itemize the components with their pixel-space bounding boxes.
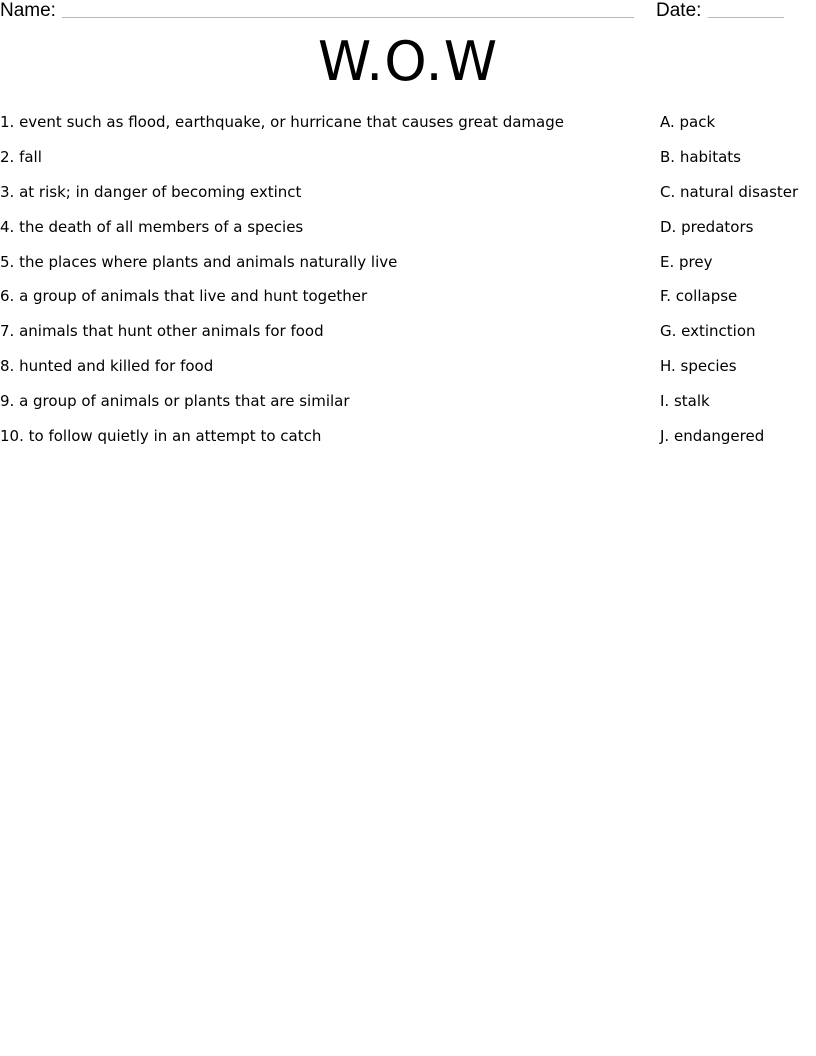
clue-text: 1. event such as flood, earthquake, or hurricane that causes great damage [0, 113, 564, 131]
clue-text: 10. to follow quietly in an attempt to catch [0, 427, 322, 446]
worksheet-title: W.O.W [317, 30, 499, 93]
date-label: Date: [656, 0, 702, 21]
clue-text: 7. animals that hunt other animals for food [0, 322, 324, 341]
answer-option: J. endangered [660, 427, 765, 446]
answer-option: D. predators [660, 217, 754, 236]
matching-row [0, 426, 816, 461]
answer-option: B. habitats [660, 147, 741, 166]
matching-row [0, 182, 816, 217]
matching-row [0, 147, 816, 182]
matching-row [0, 356, 816, 391]
answer-option: G. extinction [660, 322, 756, 341]
name-label: Name: [0, 0, 56, 21]
clue-text: 8. hunted and killed for food [0, 357, 214, 376]
matching-row [0, 321, 816, 356]
matching-row [0, 112, 816, 147]
matching-row [0, 217, 816, 252]
matching-row [0, 391, 816, 426]
matching-list [0, 112, 816, 461]
clue-text: 2. fall [0, 147, 42, 166]
clue-text: 6. a group of animals that live and hunt together [0, 287, 368, 306]
clue-text: 4. the death of all members of a species [0, 217, 304, 236]
answer-option: F. collapse [660, 287, 738, 306]
answer-option: C. natural disaster [660, 182, 799, 201]
worksheet-header [0, 0, 816, 24]
clue-text: 9. a group of animals or plants that are similar [0, 392, 350, 411]
answer-option: A. pack [660, 113, 716, 131]
date-blank-line [708, 17, 784, 18]
matching-row [0, 252, 816, 287]
answer-option: I. stalk [660, 392, 710, 411]
answer-option: H. species [660, 357, 737, 376]
clue-text: 3. at risk; in danger of becoming extinct [0, 182, 302, 201]
name-blank-line [62, 17, 634, 18]
answer-option: E. prey [660, 252, 713, 271]
clue-text: 5. the places where plants and animals naturally live [0, 252, 398, 271]
matching-row [0, 286, 816, 321]
